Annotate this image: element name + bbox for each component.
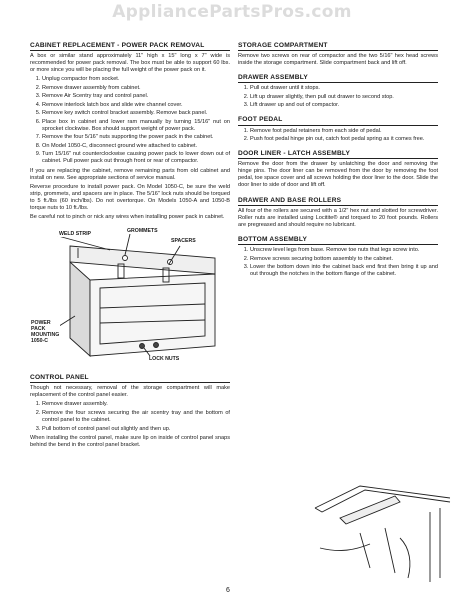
section-title: BOTTOM ASSEMBLY (238, 236, 438, 245)
steps-list (238, 128, 438, 144)
list-item: 8. On Model 1050-C, disconnect ground wire attached to cabinet. (42, 143, 230, 150)
paragraph: Remove the door from the drawer by unlatching the door and removing the hinge pins. The door liner can be removed from the door by removing the foot pedal, toe space cover and all screws holding the door liner to the door. Slide the door liner to side of door and lift off. (238, 161, 438, 189)
steps-list (30, 401, 230, 432)
section-bottom-assembly (238, 236, 438, 278)
figure-label-lock-nuts: LOCK NUTS (149, 356, 180, 363)
left-column (30, 42, 230, 456)
list-item: 2. Remove screws securing bottom assembly to the cabinet. (250, 256, 438, 263)
list-item: 1. Unplug compactor from socket. (42, 76, 230, 83)
power-pack-illustration (30, 228, 230, 368)
figure-label-spacers: SPACERS (171, 238, 196, 245)
page-number: 6 (226, 587, 230, 594)
section-drawer-assembly (238, 74, 438, 109)
list-item: 1. Pull out drawer until it stops. (250, 85, 438, 92)
paragraph: All four of the rollers are secured with a 1/2" hex nut and slotted for screwdriver. Roller nuts are installed using Locitite® and torqued to 20 foot pounds. Rollers are pregreased and should require no lubricant. (238, 207, 438, 228)
section-title: CABINET REPLACEMENT - POWER PACK REMOVAL (30, 42, 230, 51)
paragraph: Remove two screws on rear of compactor and the two 5/16" hex head screws inside the storage compartment. Slide compartment back and lift off. (238, 53, 438, 67)
section-rollers (238, 197, 438, 229)
section-storage-compartment (238, 42, 438, 67)
list-item: 3. Lower the bottom down into the cabinet back end first then bring it up and out through the notches in the bottom flange of the cabinet. (250, 264, 438, 278)
list-item: 4. Remove interlock latch box and slide wire channel cover. (42, 102, 230, 109)
list-item: 5. Remove key switch control bracket assembly. Remove back panel. (42, 110, 230, 117)
section-title: CONTROL PANEL (30, 374, 230, 383)
power-pack-mounting-figure (30, 228, 230, 368)
figure-label-power-pack: POWER PACK MOUNTING 1050-C (31, 320, 60, 345)
list-item: 2. Remove the four screws securing the air scentry tray and the bottom of control panel to the cabinet. (42, 410, 230, 424)
paragraph: Though not necessary, removal of the storage compartment will make replacement of the control panel easier. (30, 385, 230, 399)
section-title: DRAWER AND BASE ROLLERS (238, 197, 438, 206)
list-item: 2. Push foot pedal hinge pin out, catch foot pedal spring as it comes free. (250, 136, 438, 143)
section-cabinet-replacement (30, 42, 230, 221)
figure-label-weld-strip: WELD STRIP (59, 231, 91, 238)
section-title: DRAWER ASSEMBLY (238, 74, 438, 83)
list-item: 7. Remove the four 5/16" nuts supporting the power pack in the cabinet. (42, 134, 230, 141)
section-title: STORAGE COMPARTMENT (238, 42, 438, 51)
list-item: 2. Remove drawer assembly from cabinet. (42, 85, 230, 92)
list-item: 1. Remove foot pedal retainers from each side of pedal. (250, 128, 438, 135)
list-item: 2. Lift up drawer slightly, then pull out drawer to second stop. (250, 94, 438, 101)
paragraph: Reverse procedure to install power pack. On Model 1050-C, be sure the weld strip, grommets, and spacers are in place. The 5/16" lock nuts should be torqued to 5 ft./lbs (60 inch/lbs). Do not overtorque. On Models 1050-A and 1050-B torque nuts to 10 ft./lbs. (30, 183, 230, 211)
section-door-liner (238, 150, 438, 189)
paragraph: When installing the control panel, make sure lip on inside of control panel snaps behind the bend in the control panel bracket. (30, 434, 230, 448)
right-column (238, 42, 438, 285)
list-item: 3. Pull bottom of control panel out slightly and then up. (42, 426, 230, 433)
figure-label-grommets: GROMMETS (127, 228, 158, 235)
list-item: 1. Unscrew level legs from base. Remove toe nuts that legs screw into. (250, 247, 438, 254)
steps-list (238, 85, 438, 109)
list-item: 3. Remove Air Scentry tray and control panel. (42, 93, 230, 100)
list-item: 6. Place box in cabinet and lower ram manually by turning 15/16" nut on sprocket clockwise. Box should support weight of power pack. (42, 119, 230, 133)
section-foot-pedal (238, 116, 438, 143)
list-item: 3. Lift drawer up and out of compactor. (250, 102, 438, 109)
watermark-banner: AppliancePartsPros.com (112, 2, 352, 22)
paragraph: If you are replacing the cabinet, remove remaining parts from old cabinet and install on new. See appropriate sections of service manual. (30, 167, 230, 181)
steps-list (238, 247, 438, 278)
paragraph: A box or similar stand approximately 11" high x 15" long x 7" wide is recommended for power pack removal. The box must be able to support 60 lbs. or more since you will be placing the full weight of the power pack on it. (30, 53, 230, 74)
bottom-assembly-illustration (300, 478, 460, 588)
paragraph: Be careful not to pinch or nick any wires when installing power pack in cabinet. (30, 214, 225, 221)
section-title: FOOT PEDAL (238, 116, 438, 125)
bottom-assembly-figure (300, 478, 460, 588)
list-item: 1. Remove drawer assembly. (42, 401, 230, 408)
section-control-panel (30, 374, 230, 449)
list-item: 9. Turn 15/16" nut counterclockwise causing power pack to lower down out of cabinet. Pull power pack out through front or rear of compactor. (42, 151, 230, 165)
steps-list (30, 76, 230, 165)
section-title: DOOR LINER - LATCH ASSEMBLY (238, 150, 438, 159)
